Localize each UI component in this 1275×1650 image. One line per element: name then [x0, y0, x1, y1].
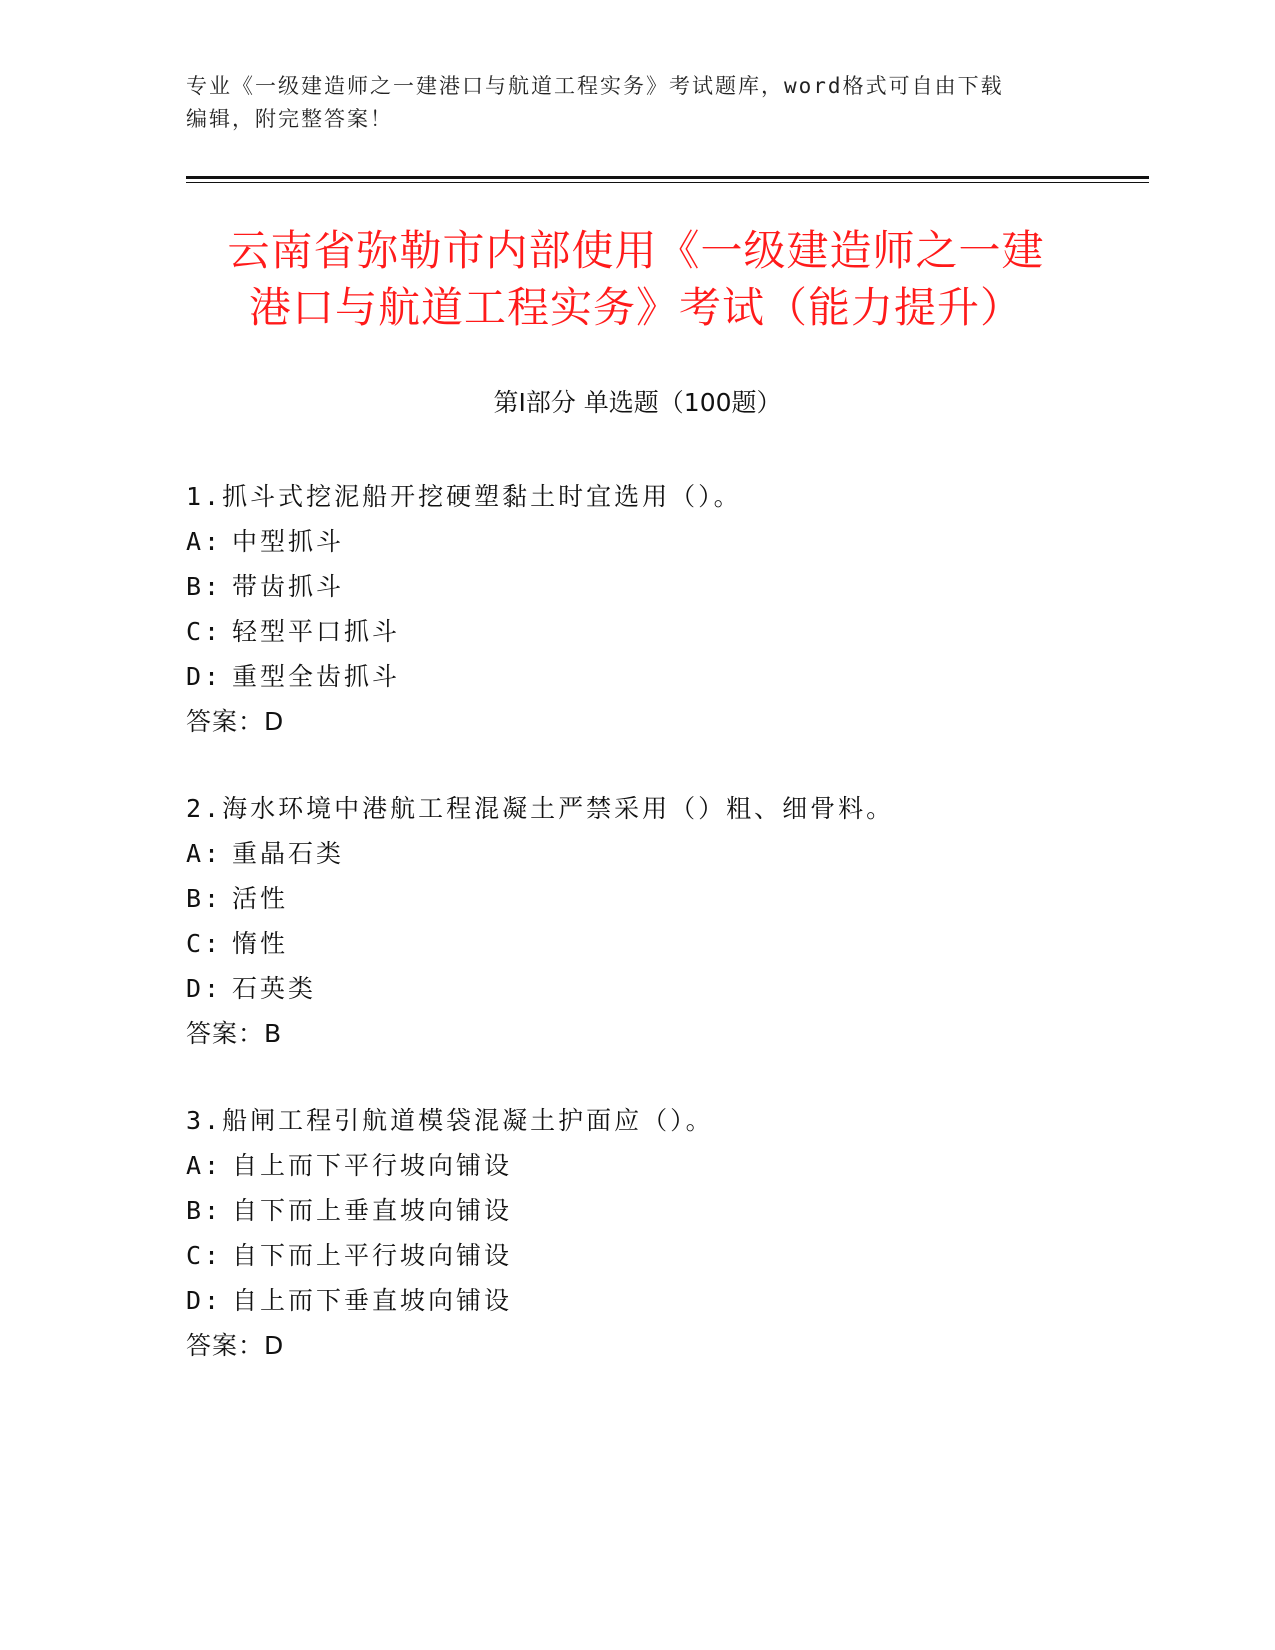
question-item [186, 474, 1146, 744]
document-title [186, 222, 1086, 336]
option-text: 自下而上垂直坡向铺设 [232, 1196, 513, 1225]
option-d [186, 966, 1146, 1011]
question-item [186, 1098, 1146, 1368]
option-text: 石英类 [232, 974, 317, 1003]
option-key: C: [186, 617, 223, 646]
option-text: 自上而下平行坡向铺设 [232, 1151, 513, 1180]
question-stem: 3.船闸工程引航道模袋混凝土护面应（）。 [186, 1106, 714, 1135]
option-a [186, 1143, 1146, 1188]
header-note [186, 70, 1066, 136]
option-c [186, 921, 1146, 966]
option-text: 活性 [232, 884, 289, 913]
option-a [186, 519, 1146, 564]
answer-line: 答案：B [186, 1019, 283, 1048]
option-key: C: [186, 1241, 223, 1270]
option-text: 自上而下垂直坡向铺设 [232, 1286, 513, 1315]
header-note-line2: 编辑，附完整答案！ [186, 107, 393, 131]
answer-line: 答案：D [186, 707, 285, 736]
option-text: 中型抓斗 [232, 527, 345, 556]
header-divider-thick [186, 176, 1149, 179]
question-stem: 1.抓斗式挖泥船开挖硬塑黏土时宜选用（）。 [186, 482, 742, 511]
option-text: 重晶石类 [232, 839, 345, 868]
option-a [186, 831, 1146, 876]
option-key: D: [186, 1286, 223, 1315]
question-stem: 2.海水环境中港航工程混凝土严禁采用（）粗、细骨料。 [186, 794, 895, 823]
header-divider-thin [186, 182, 1149, 183]
option-key: D: [186, 662, 223, 691]
option-d [186, 1278, 1146, 1323]
question-list [186, 474, 1146, 1410]
document-title-line2: 港口与航道工程实务》考试（能力提升） [248, 283, 1023, 332]
option-key: A: [186, 527, 223, 556]
option-c [186, 1233, 1146, 1278]
option-key: D: [186, 974, 223, 1003]
option-b [186, 1188, 1146, 1233]
option-d [186, 654, 1146, 699]
option-key: B: [186, 572, 223, 601]
option-key: B: [186, 884, 223, 913]
option-b [186, 564, 1146, 609]
option-key: B: [186, 1196, 223, 1225]
question-item [186, 786, 1146, 1056]
option-text: 重型全齿抓斗 [232, 662, 401, 691]
option-key: C: [186, 929, 223, 958]
header-note-line1: 专业《一级建造师之一建港口与航道工程实务》考试题库，word格式可自由下载 [186, 74, 1004, 98]
option-text: 带齿抓斗 [232, 572, 345, 601]
option-key: A: [186, 1151, 223, 1180]
answer-line: 答案：D [186, 1331, 285, 1360]
option-key: A: [186, 839, 223, 868]
option-text: 自下而上平行坡向铺设 [232, 1241, 513, 1270]
option-text: 惰性 [232, 929, 289, 958]
option-text: 轻型平口抓斗 [232, 617, 401, 646]
section-heading: 第Ⅰ部分 单选题（100题） [493, 388, 782, 417]
option-c [186, 609, 1146, 654]
option-b [186, 876, 1146, 921]
document-title-line1: 云南省弥勒市内部使用《一级建造师之一建 [227, 226, 1045, 275]
